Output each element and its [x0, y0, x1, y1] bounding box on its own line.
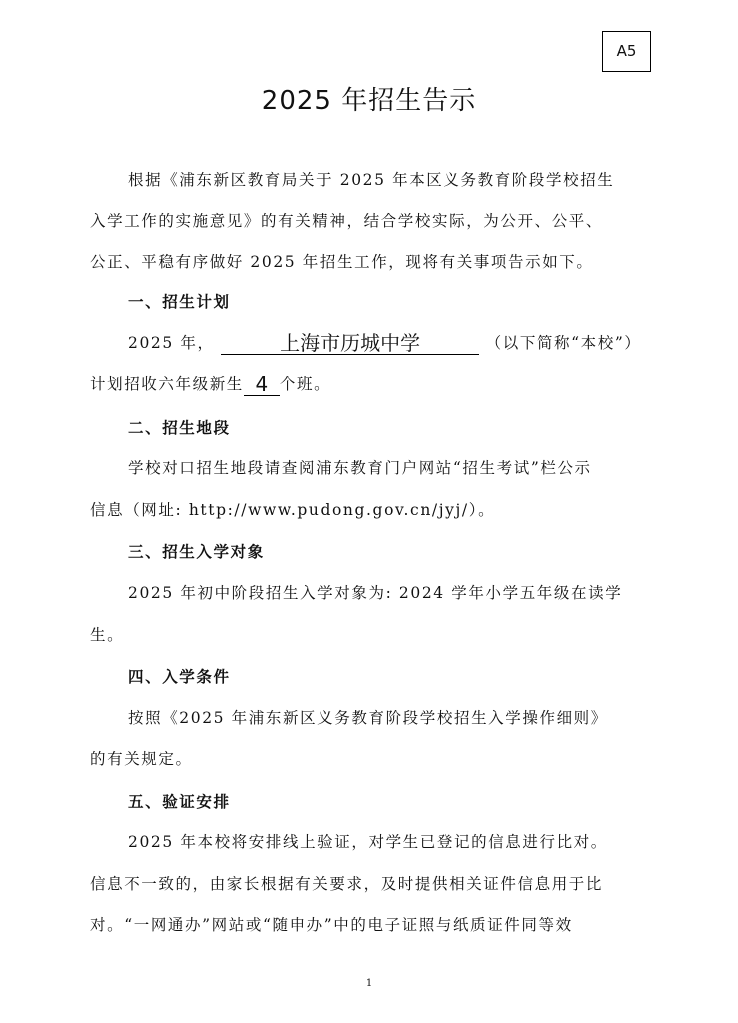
section-5-heading: 五、验证安排: [128, 793, 231, 811]
page-number: 1: [365, 978, 373, 989]
class-plan-suffix: 个班。: [279, 375, 332, 393]
document-code-box: A5: [602, 31, 651, 72]
section-2-line-1: 学校对口招生地段请查阅浦东教育门户网站“招生考试”栏公示: [128, 459, 592, 477]
section-3-heading: 三、招生入学对象: [128, 543, 265, 561]
intro-line-1: 根据《浦东新区教育局关于 2025 年本区义务教育阶段学校招生: [128, 171, 615, 189]
plan-suffix: （以下简称“本校”）: [485, 334, 642, 352]
section-3-line-2: 生。: [90, 626, 125, 644]
plan-prefix: 2025 年，: [128, 334, 215, 352]
section-2-heading: 二、招生地段: [128, 419, 231, 437]
plan-line: [128, 331, 650, 355]
page-title: 2025 年招生告示: [261, 86, 477, 116]
class-count-field: 4: [244, 373, 280, 396]
intro-line-2: 入学工作的实施意见》的有关精神，结合学校实际，为公开、公平、: [90, 212, 604, 230]
section-1-heading: 一、招生计划: [128, 293, 231, 311]
class-plan-line: [90, 372, 650, 396]
section-4-line-1: 按照《2025 年浦东新区义务教育阶段学校招生入学操作细则》: [128, 709, 608, 727]
section-3-line-1: 2025 年初中阶段招生入学对象为: 2024 学年小学五年级在读学: [128, 584, 623, 602]
school-name-field: 上海市历城中学: [221, 332, 479, 355]
section-5-line-3: 对。“一网通办”网站或“随申办”中的电子证照与纸质证件同等效: [90, 916, 573, 934]
section-2-line-2: 信息（网址: http://www.pudong.gov.cn/jyj/）。: [90, 501, 496, 519]
section-4-heading: 四、入学条件: [128, 668, 231, 686]
intro-line-3: 公正、平稳有序做好 2025 年招生工作，现将有关事项告示如下。: [90, 253, 594, 271]
section-4-line-2: 的有关规定。: [90, 750, 193, 768]
class-plan-prefix: 计划招收六年级新生: [90, 375, 244, 393]
section-5-line-2: 信息不一致的，由家长根据有关要求，及时提供相关证件信息用于比: [90, 875, 604, 893]
section-5-line-1: 2025 年本校将安排线上验证，对学生已登记的信息进行比对。: [128, 833, 608, 851]
